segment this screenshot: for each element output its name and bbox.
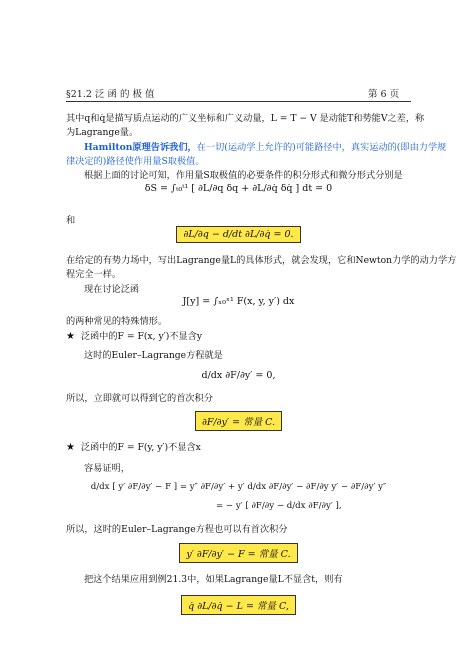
equation-proof-line-2: = − y′ [ ∂F/∂y − d/dx ∂F/∂y′ ], xyxy=(216,501,342,511)
conjunction-he: 和 xyxy=(66,215,76,226)
running-header-left: §21.2 泛 函 的 极 值 xyxy=(66,89,155,100)
case-1-text: 泛函中的F = F(x, y′)不显含y xyxy=(80,331,203,342)
equation-euler-lagrange-row xyxy=(66,226,411,243)
case-1 xyxy=(66,330,202,343)
paragraph-4-line-2: 程完全一样。 xyxy=(66,269,122,280)
paragraph-6: 的两种常见的特殊情形。 xyxy=(66,316,168,327)
hamilton-principle-line-1 xyxy=(84,141,446,154)
equation-beltrami-row xyxy=(66,543,411,563)
equation-functional-j: J[y] = ∫ₓ₀ˣ¹ F(x, y, y′) dx xyxy=(182,296,295,307)
hamilton-statement-1: 在一切(运动学上允许的)可能路径中，真实运动的(即由力学规 xyxy=(196,142,447,153)
equation-el-case-1: d/dx ∂F/∂y′ = 0, xyxy=(201,370,276,381)
hamilton-lead: Hamilton原理告诉我们， xyxy=(84,142,197,153)
equation-delta-s: δS = ∫ₜ₀ᵗ¹ [ ∂L/∂q δq + ∂L/∂q̇ δq̇ ] dt = 0 xyxy=(144,183,333,194)
star-bullet-icon: ★ xyxy=(66,331,75,342)
paragraph-9: 容易证明， xyxy=(84,463,130,474)
equation-energy-boxed: q̇ ∂L/∂q̇ − L = 常量 C, xyxy=(181,595,296,615)
equation-first-integral-boxed: ∂F/∂y′ = 常量 C. xyxy=(195,411,282,431)
hamilton-statement-2: 律决定的)路径使作用量S取极值。 xyxy=(66,156,205,167)
equation-proof-line-1: d/dx [ y′ ∂F/∂y′ − F ] = y″ ∂F/∂y′ + y′ d/dx ∂F/∂y′ − ∂F/∂y y′ − ∂F/∂y′ y″ xyxy=(90,482,387,492)
equation-beltrami-boxed: y′ ∂F/∂y′ − F = 常量 C. xyxy=(179,543,297,563)
paragraph-1-line-2: 为Lagrange量。 xyxy=(66,127,139,138)
paragraph-10: 所以，这时的Euler–Lagrange方程也可以有首次积分 xyxy=(66,524,288,535)
equation-energy-row xyxy=(66,595,411,615)
paragraph-11: 把这个结果应用到例21.3中，如果Lagrange量L不显含t，则有 xyxy=(84,574,343,585)
header-rule xyxy=(66,101,411,102)
star-bullet-icon: ★ xyxy=(66,442,75,453)
paragraph-3: 根据上面的讨论可知，作用量S取极值的必要条件的积分形式和微分形式分别是 xyxy=(84,170,403,181)
paragraph-8: 所以，立即就可以得到它的首次积分 xyxy=(66,393,213,404)
paragraph-4-line-1: 在给定的有势力场中，写出Lagrange量L的具体形式，就会发现，它和Newton力学的动力学方 xyxy=(66,255,457,266)
page-number: 第 6 页 xyxy=(368,89,400,100)
case-2-text: 泛函中的F = F(y, y′)不显含x xyxy=(80,442,201,453)
paragraph-5: 现在讨论泛函 xyxy=(84,284,140,295)
equation-first-integral-row xyxy=(66,411,411,431)
equation-euler-lagrange-boxed: ∂L/∂q − d/dt ∂L/∂q̇ = 0. xyxy=(176,226,300,243)
paragraph-7: 这时的Euler–Lagrange方程就是 xyxy=(84,350,223,361)
case-2 xyxy=(66,441,201,454)
paragraph-1-line-1: 其中q和q̇是描写质点运动的广义坐标和广义动量，L = T − V 是动能T和势能V之差，称 xyxy=(66,113,425,124)
